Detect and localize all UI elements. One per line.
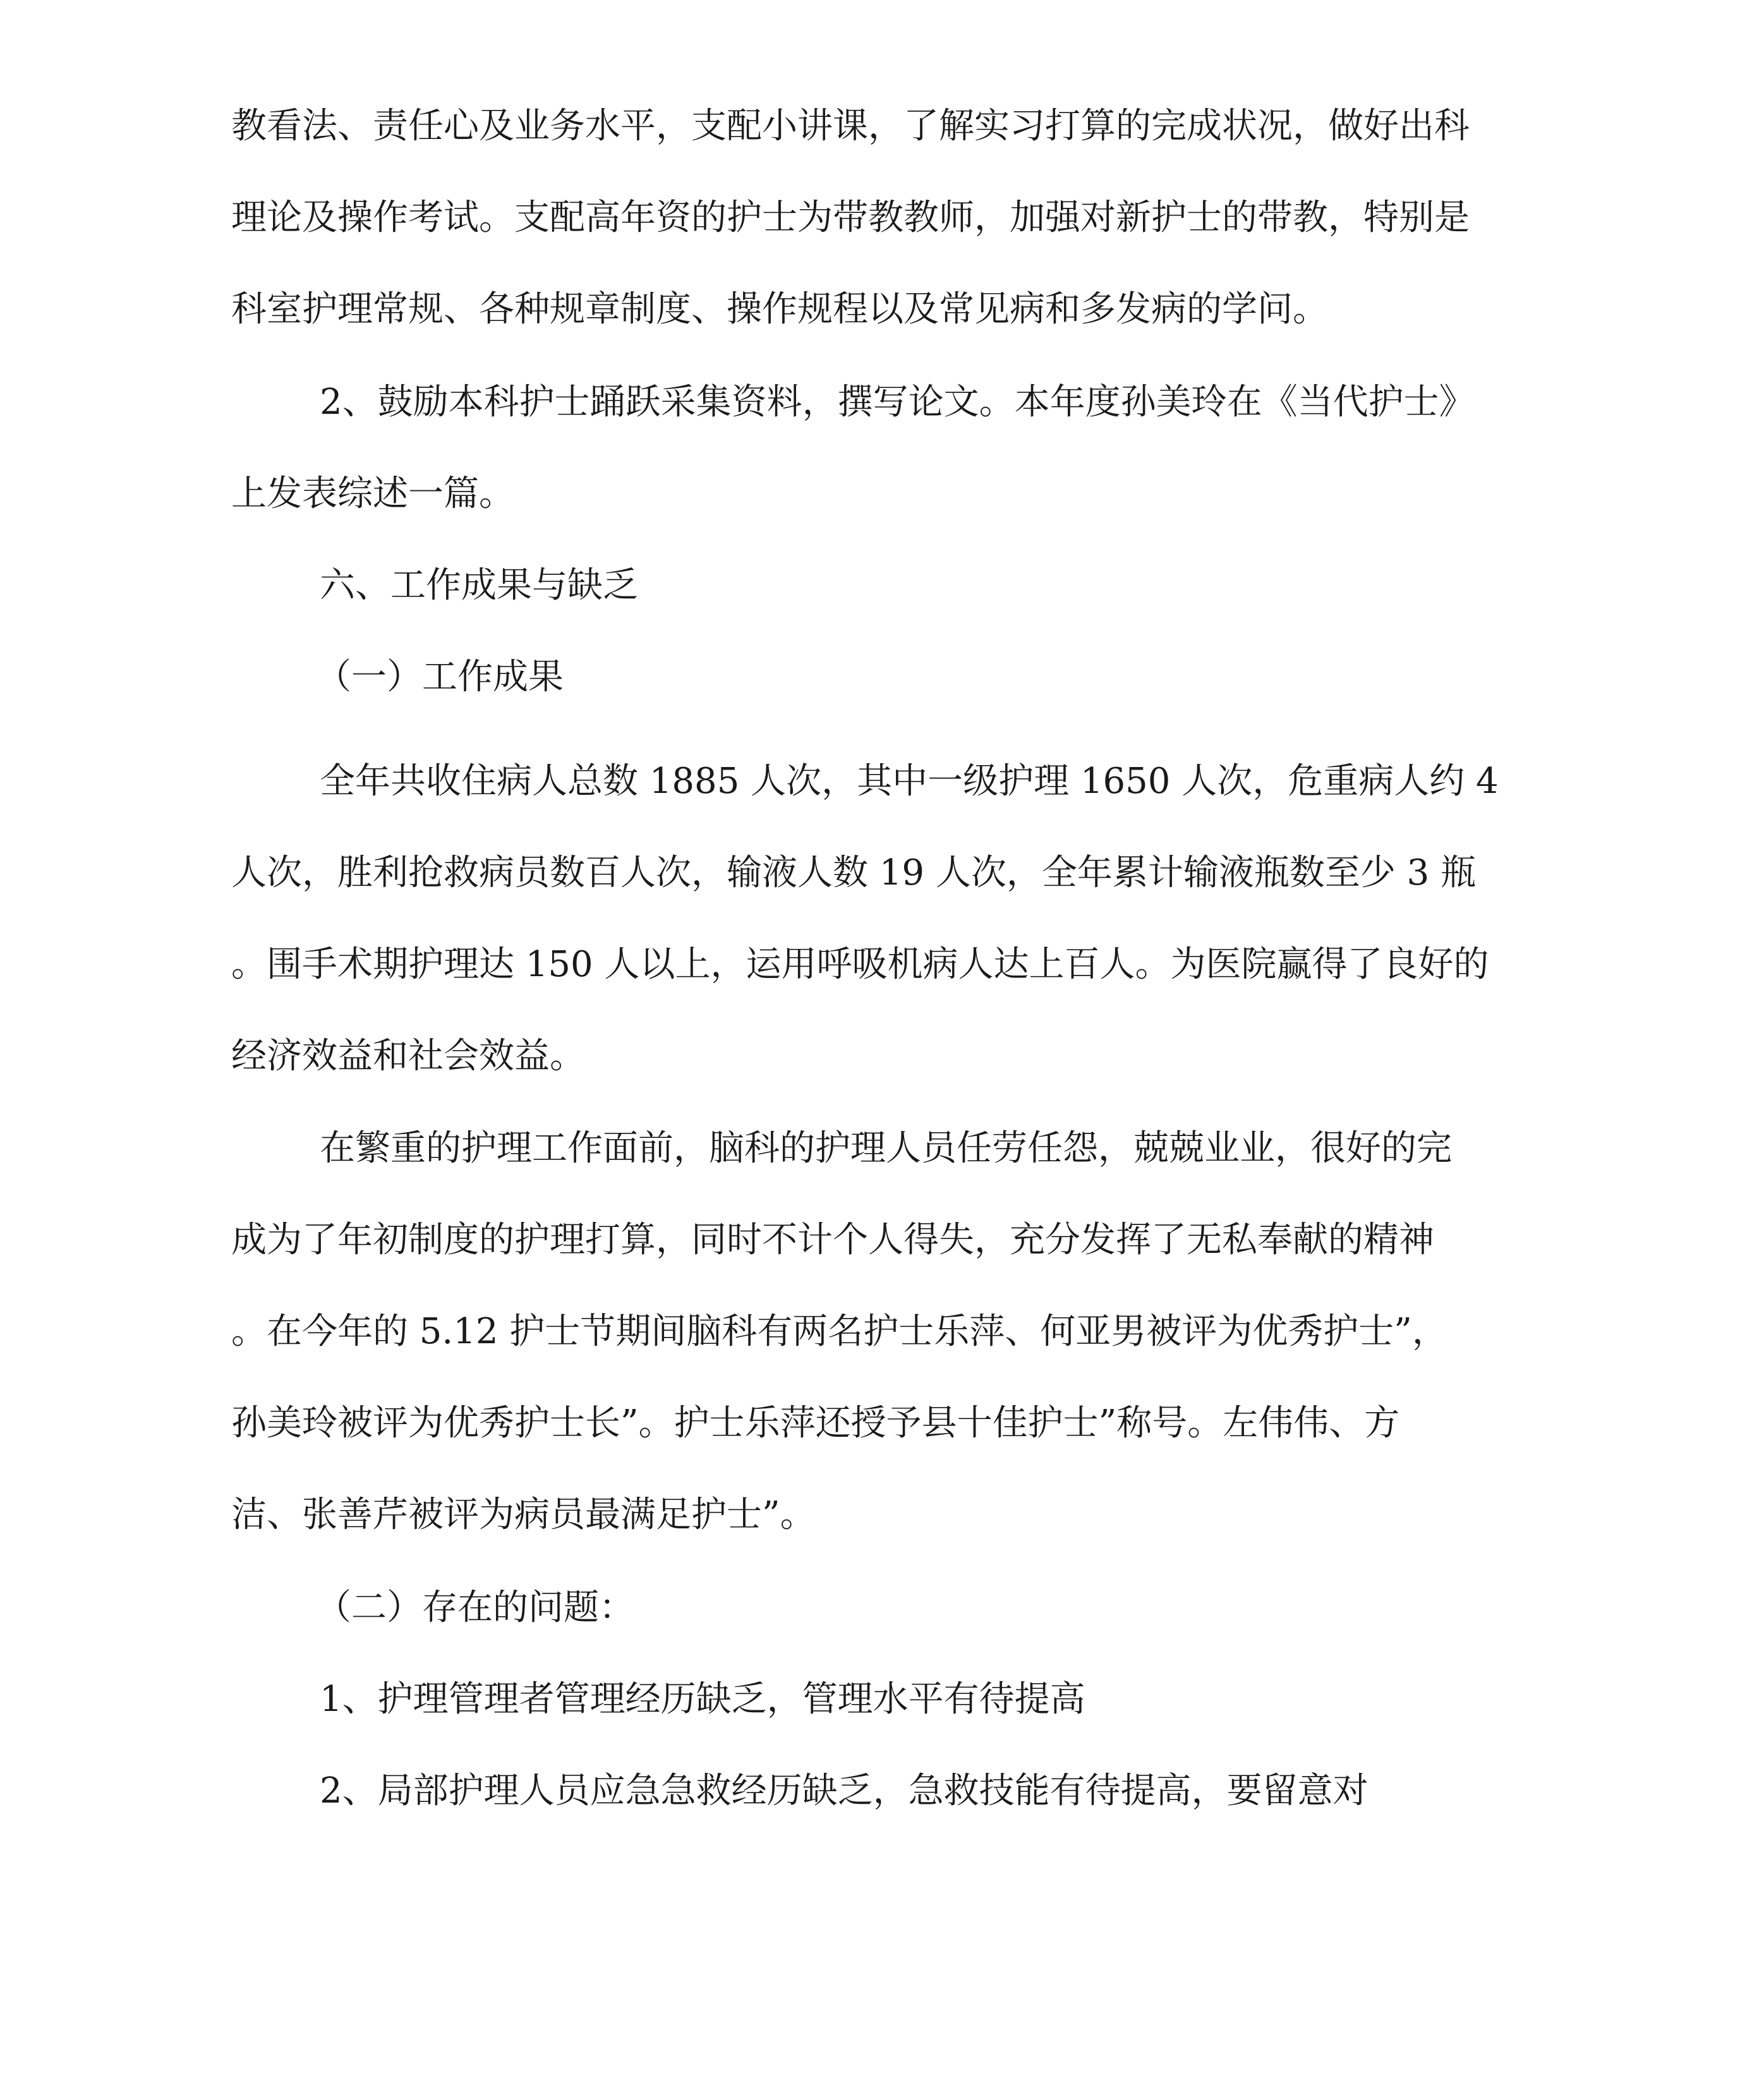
paragraph-line: 在繁重的护理工作面前，脑科的护理人员任劳任怨，兢兢业业，很好的完: [320, 1128, 1452, 1169]
paragraph-line: 理论及操作考试。支配高年资的护士为带教教师，加强对新护士的带教，特别是: [231, 197, 1470, 238]
paragraph-line: 上发表综述一篇。: [231, 473, 514, 514]
paragraph-line: 2、鼓励本科护士踊跃采集资料，撰写论文。本年度孙美玲在《当代护士》: [320, 382, 1475, 423]
paragraph-line: 孙美玲被评为优秀护士长”。护士乐萍还授予县十佳护士”称号。左伟伟、方: [231, 1403, 1400, 1444]
paragraph-line: 。围手术期护理达 150 人以上，运用呼吸机病人达上百人。为医院赢得了良好的: [231, 944, 1489, 985]
paragraph-line: 洁、张善芹被评为病员最满足护士”。: [231, 1494, 816, 1535]
list-item: 2、局部护理人员应急急救经历缺乏，急救技能有待提高，要留意对: [320, 1770, 1368, 1811]
paragraph-line: 。在今年的 5.12 护士节期间脑科有两名护士乐萍、何亚男被评为优秀护士”，: [231, 1311, 1447, 1352]
section-heading: 六、工作成果与缺乏: [320, 565, 638, 606]
paragraph-line: 人次，胜利抢救病员数百人次，输液人数 19 人次，全年累计输液瓶数至少 3 瓶: [231, 852, 1477, 893]
paragraph-line: 经济效益和社会效益。: [231, 1036, 585, 1077]
subsection-heading: （二）存在的问题：: [316, 1587, 634, 1628]
paragraph-line: 科室护理常规、各种规章制度、操作规程以及常见病和多发病的学问。: [231, 289, 1328, 330]
subsection-heading: （一）工作成果: [316, 656, 564, 698]
paragraph-line: 全年共收住病人总数 1885 人次，其中一级护理 1650 人次，危重病人约 4: [320, 761, 1499, 802]
paragraph-line: 成为了年初制度的护理打算，同时不计个人得失，充分发挥了无私奉献的精神: [231, 1219, 1434, 1260]
list-item: 1、护理管理者管理经历缺乏，管理水平有待提高: [320, 1679, 1085, 1720]
paragraph-line: 教看法、责任心及业务水平，支配小讲课，了解实习打算的完成状况，做好出科: [231, 106, 1470, 147]
